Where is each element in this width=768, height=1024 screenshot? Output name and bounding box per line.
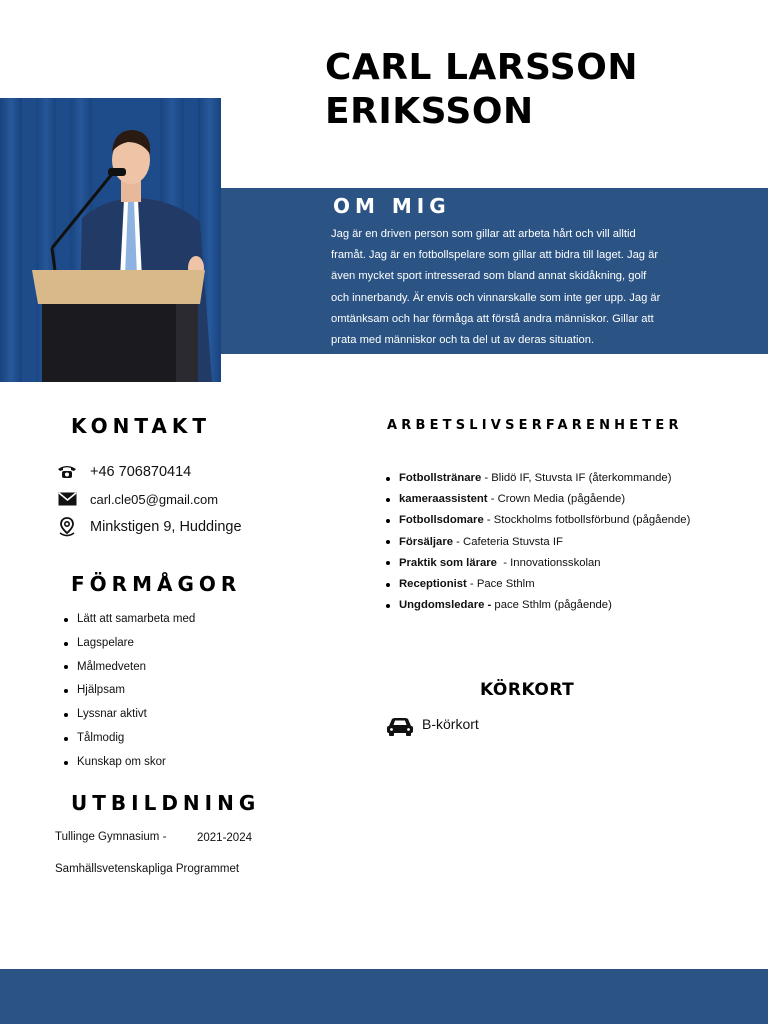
email-link[interactable]: carl.cle05@gmail.com	[90, 491, 219, 507]
contact-phone-row	[55, 462, 191, 482]
list-item	[385, 468, 690, 489]
footer-band	[0, 969, 768, 1024]
education-title: UTBILDNING	[71, 791, 261, 815]
work-detail: - Cafeteria Stuvsta IF	[453, 535, 563, 548]
address-text: Minkstigen 9, Huddinge	[90, 519, 242, 535]
work-detail: pace Sthlm (pågående)	[491, 599, 612, 612]
education-years: 2021-2024	[197, 832, 252, 844]
about-line: Jag är en driven person som gillar att arbeta hårt och vill alltid	[331, 228, 636, 240]
license-value: B-körkort	[422, 716, 479, 732]
about-title: OM MIG	[333, 194, 451, 218]
work-role: kameraassistent	[399, 493, 488, 506]
skills-list	[63, 608, 195, 775]
skills-title: FÖRMÅGOR	[71, 572, 242, 596]
contact-title: KONTAKT	[71, 414, 212, 438]
education-program: Samhällsvetenskapliga Programmet	[55, 863, 240, 875]
list-item	[385, 595, 690, 616]
contact-email-row	[55, 489, 218, 509]
list-item: Kunskap om skor	[63, 751, 195, 775]
work-role: Fotbollsdomare	[399, 514, 484, 527]
about-line: prata med människor och ta del ut av deras situation.	[331, 334, 595, 347]
car-icon	[386, 716, 414, 738]
about-line: framåt. Jag är en fotbollspelare som gillar att bidra till laget. Jag är	[331, 249, 659, 262]
work-role: Receptionist	[399, 577, 467, 590]
work-detail: - Stockholms fotbollsförbund (pågående)	[483, 514, 691, 527]
work-role: Ungdomsledare -	[399, 599, 492, 612]
about-line: omtänksam och har förmåga att förstå andra människor. Gillar att	[331, 312, 654, 325]
license-title: KÖRKORT	[480, 680, 575, 700]
about-line: även mycket sport intresserad som bland annat skidåkning, golf	[331, 270, 647, 283]
mail-icon	[55, 489, 79, 509]
work-role: Försäljare	[399, 535, 454, 548]
about-text	[331, 224, 711, 351]
phone-icon	[55, 462, 79, 482]
list-item	[385, 489, 690, 510]
list-item	[385, 574, 690, 595]
list-item: Tålmodig	[63, 727, 195, 751]
list-item: Lyssnar aktivt	[63, 703, 195, 727]
work-detail: - Crown Media (pågående)	[487, 493, 626, 506]
list-item: Målmedveten	[63, 656, 195, 680]
work-detail: - Pace Sthlm	[466, 577, 535, 590]
list-item: Lätt att samarbeta med	[63, 608, 195, 632]
list-item	[385, 553, 690, 574]
work-detail: - Blidö IF, Stuvsta IF (återkommande)	[481, 472, 672, 484]
education-school: Tullinge Gymnasium -	[55, 831, 167, 843]
about-line: och innerbandy. Är envis och vinnarskalle som inte ger upp. Jag är	[331, 291, 661, 304]
work-title: ARBETSLIVSERFARENHETER	[387, 418, 683, 433]
work-role: Fotbollstränare	[399, 472, 482, 484]
list-item	[385, 510, 690, 531]
work-detail: - Innovationsskolan	[496, 556, 601, 569]
name-line-1: CARL LARSSON	[325, 47, 638, 88]
location-pin-icon	[55, 517, 79, 537]
list-item: Hjälpsam	[63, 679, 195, 703]
work-role: Praktik som lärare	[399, 556, 497, 569]
work-list	[385, 468, 690, 616]
list-item	[385, 532, 690, 553]
phone-text[interactable]: +46 706870414	[90, 464, 192, 480]
profile-photo	[0, 98, 221, 382]
contact-address-row	[55, 517, 242, 537]
list-item: Lagspelare	[63, 632, 195, 656]
name-line-2: ERIKSSON	[325, 91, 534, 132]
